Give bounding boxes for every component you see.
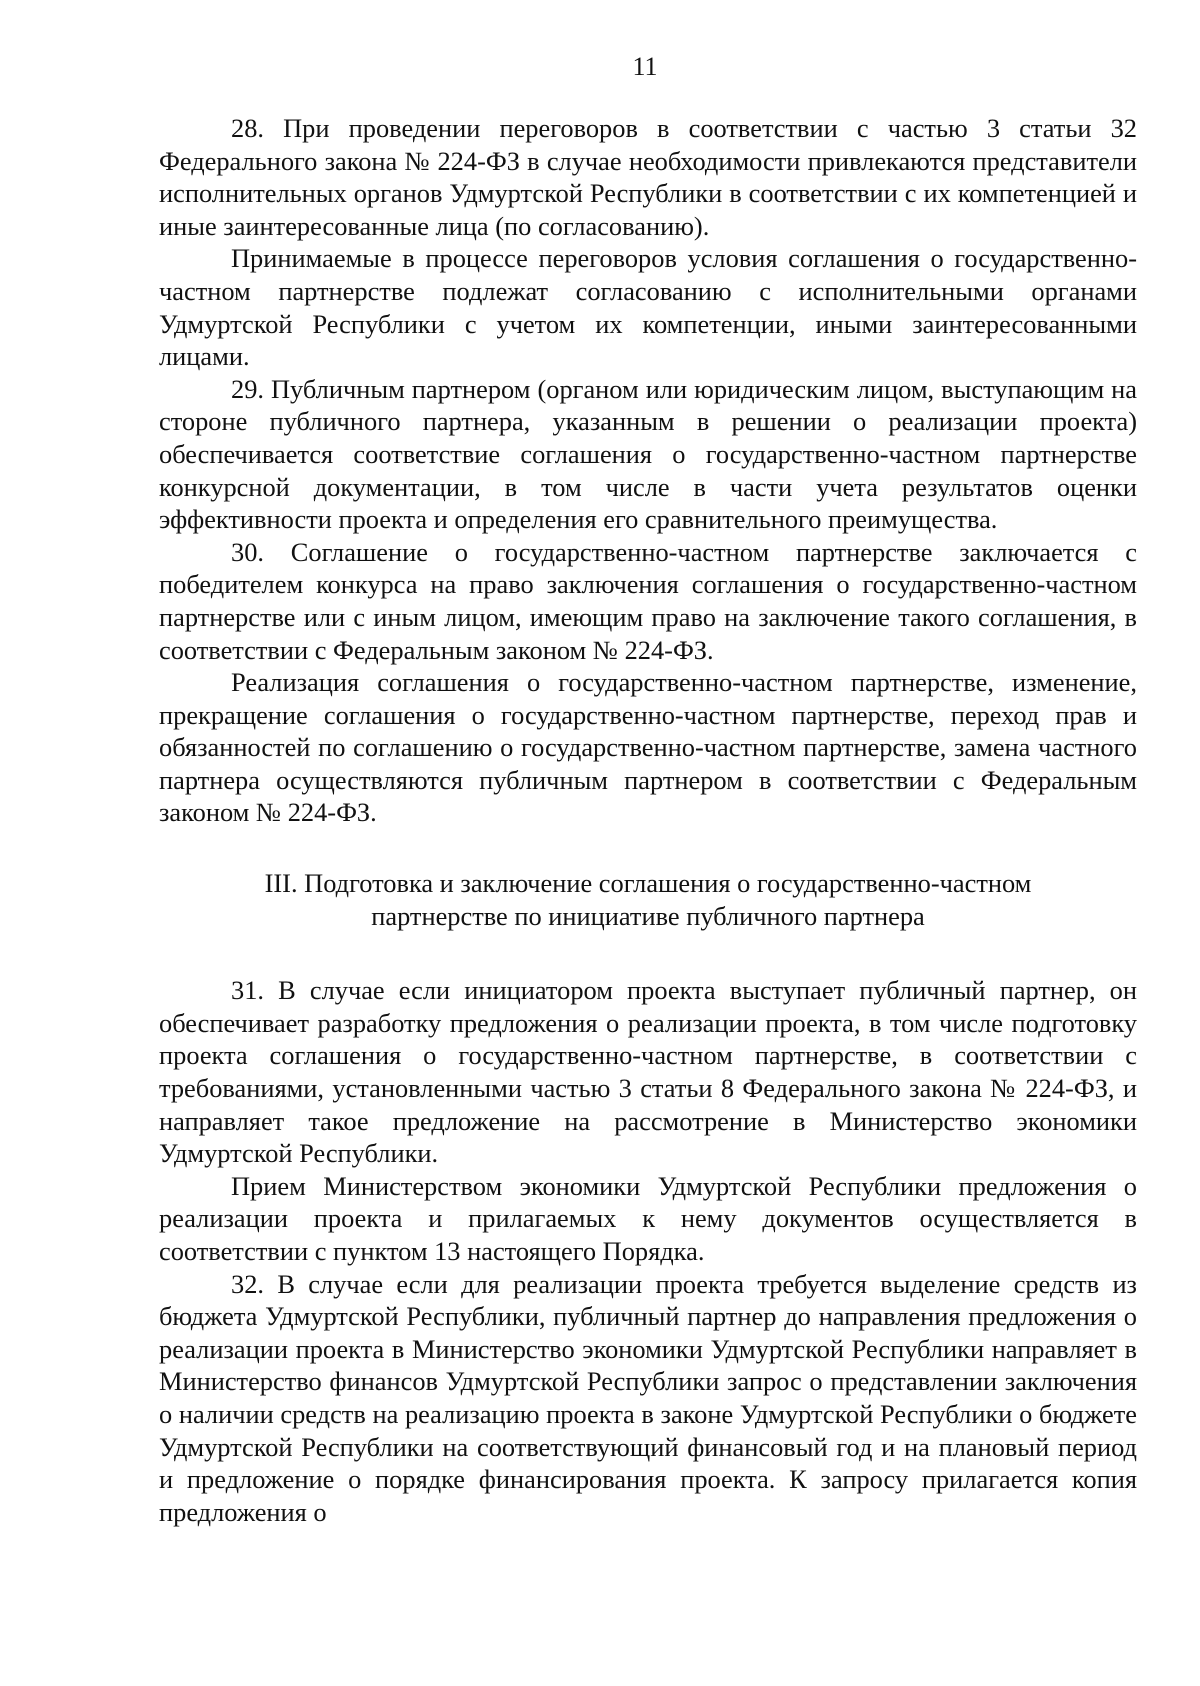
section-heading-line-1: III. Подготовка и заключение соглашения о государственно-частном — [264, 868, 1032, 899]
section-heading-iii — [159, 867, 1137, 932]
paragraph-32: 32. В случае если для реализации проекта требуется выделение средств из бюджета Удмуртской Республики, публичный партнер до направления предложения о реализации проекта в Министерство экономики Удмуртской Республики направляет в Министерство финансов Удмуртской Республики запрос о представлении заключения о наличии средств на реализацию проекта в законе Удмуртской Республики о бюджете Удмуртской Республики на соответствующий финансовый год и на плановый период и предложение о порядке финансирования проекта. К запросу прилагается копия предложения о — [159, 1268, 1137, 1527]
paragraph-30: 30. Соглашение о государственно-частном партнерстве заключается с победителем конкурса на право заключения соглашения о государственно-частном партнерстве или с иным лицом, имеющим право на заключение такого соглашения, в соответствии с Федеральным законом № 224-ФЗ. — [159, 536, 1137, 665]
paragraph-29: 29. Публичным партнером (органом или юридическим лицом, выступающим на стороне публичного партнера, указанным в решении о реализации проекта) обеспечивается соответствие соглашения о государственно-частном партнерстве конкурсной документации, в том числе в части учета результатов оценки эффективности проекта и определения его сравнительного преимущества. — [159, 373, 1137, 535]
paragraph-31: 31. В случае если инициатором проекта выступает публичный партнер, он обеспечивает разработку предложения о реализации проекта, в том числе подготовку проекта соглашения о государственно-частном партнерстве, в соответствии с требованиями, установленными частью 3 статьи 8 Федерального закона № 224-ФЗ, и направляет такое предложение на рассмотрение в Министерство экономики Удмуртской Республики. — [159, 975, 1137, 1169]
paragraph-30-continued: Реализация соглашения о государственно-частном партнерстве, изменение, прекращение соглашения о государственно-частном партнерстве, переход прав и обязанностей по соглашению о государственно-частном партнерстве, замена частного партнера осуществляются публичным партнером в соответствии с Федеральным законом № 224-ФЗ. — [159, 667, 1137, 828]
document-body — [159, 112, 1137, 1528]
page-number: 11 — [632, 52, 658, 81]
paragraph-31-continued: Прием Министерством экономики Удмуртской Республики предложения о реализации проекта и прилагаемых к нему документов осуществляется в соответствии с пунктом 13 настоящего Порядка. — [159, 1170, 1137, 1266]
paragraph-28: 28. При проведении переговоров в соответствии с частью 3 статьи 32 Федерального закона № 224-ФЗ в случае необходимости привлекаются представители исполнительных органов Удмуртской Республики в соответствии с их компетенцией и иные заинтересованные лица (по согласованию). — [159, 113, 1137, 241]
paragraph-28-continued: Принимаемые в процессе переговоров условия соглашения о государственно-частном партнерстве подлежат согласованию с исполнительными органами Удмуртской Республики с учетом их компетенции, иными заинтересованными лицами. — [159, 243, 1137, 372]
section-heading-line-2: партнерстве по инициативе публичного партнера — [371, 900, 925, 931]
